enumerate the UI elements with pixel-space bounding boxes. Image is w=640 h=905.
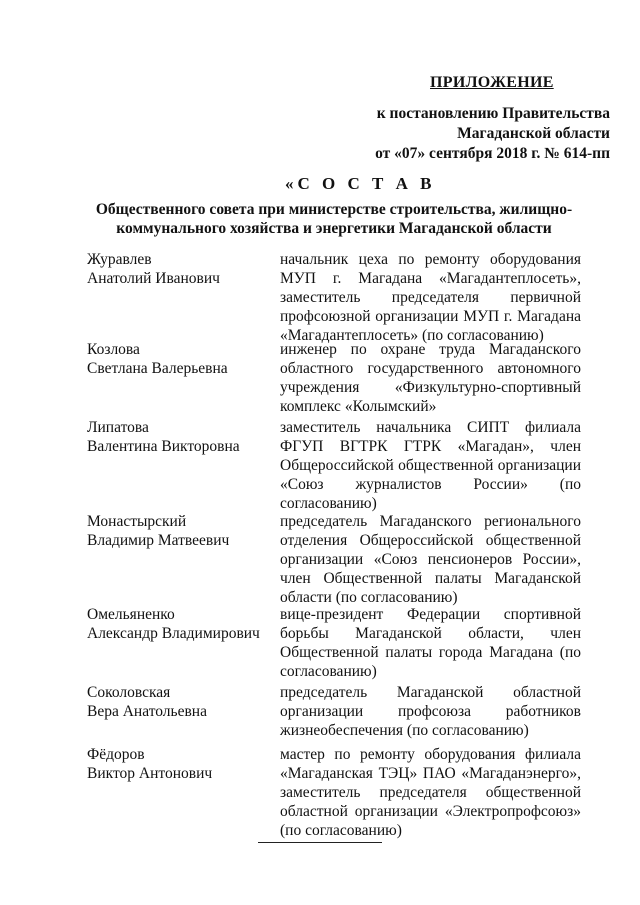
member-role: инженер по охране труда Магаданского областного государственного автономного учреждения «Физкультурно-спортивный комплекс «Колымский» bbox=[280, 341, 581, 415]
decree-line-1: к постановлению Правительства bbox=[376, 105, 610, 122]
decree-reference bbox=[310, 104, 610, 164]
member-surname: Фёдоров bbox=[87, 746, 145, 763]
member-role: председатель Магаданского регионального отделения Общероссийской общественной организации «Союз пенсионеров России», член Общественной палаты Магаданской области (по согласованию) bbox=[280, 513, 581, 606]
council-heading-line-1: Общественного совета при министерстве строительства, жилищно- bbox=[95, 201, 573, 218]
member-role: мастер по ремонту оборудования филиала «Магаданская ТЭЦ» ПАО «Магаданэнерго», заместитель председателя общественной областной организации «Электропрофсоюз» (по согласованию) bbox=[280, 746, 581, 839]
member-surname: Омельяненко bbox=[87, 606, 175, 623]
member-given-names: Виктор Антонович bbox=[87, 765, 213, 782]
member-given-names: Валентина Викторовна bbox=[87, 438, 240, 455]
member-given-names: Александр Владимирович bbox=[87, 625, 260, 642]
member-surname: Липатова bbox=[87, 419, 149, 436]
member-given-names: Анатолий Иванович bbox=[87, 270, 220, 287]
member-name bbox=[87, 605, 267, 643]
member-name bbox=[87, 340, 267, 378]
decree-line-3: от «07» сентября 2018 г. № 614-пп bbox=[375, 145, 610, 162]
member-name bbox=[87, 745, 267, 783]
member-role: начальник цеха по ремонту оборудования МУП г. Магадана «Магадантеплосеть», заместитель председателя первичной профсоюзной организации МУП г. Магадана «Магадантеплосеть» (по согласованию) bbox=[280, 251, 581, 344]
composition-title: «С О С Т А В bbox=[285, 174, 436, 193]
member-name bbox=[87, 250, 267, 288]
member-surname: Монастырский bbox=[87, 513, 187, 530]
member-name bbox=[87, 512, 267, 550]
member-given-names: Светлана Валерьевна bbox=[87, 360, 228, 377]
member-role: заместитель начальника СИПТ филиала ФГУП ВГТРК ГТРК «Магадан», член Общероссийской общественной организации «Союз журналистов России» (по согласованию) bbox=[280, 419, 581, 512]
member-surname: Козлова bbox=[87, 341, 140, 358]
member-given-names: Владимир Матвеевич bbox=[87, 532, 230, 549]
member-role: председатель Магаданской областной организации профсоюза работников жизнеобеспечения (по согласованию) bbox=[280, 684, 581, 739]
member-surname: Журавлев bbox=[87, 251, 152, 268]
member-name bbox=[87, 418, 267, 456]
member-name bbox=[87, 683, 267, 721]
member-given-names: Вера Анатольевна bbox=[87, 703, 207, 720]
decree-line-2: Магаданской области bbox=[457, 125, 610, 142]
appendix-title: ПРИЛОЖЕНИЕ bbox=[430, 74, 554, 91]
council-heading-line-2: коммунального хозяйства и энергетики Магаданской области bbox=[116, 220, 552, 237]
member-role: вице-президент Федерации спортивной борьбы Магаданской области, член Общественной палаты города Магадана (по согласованию) bbox=[280, 606, 581, 680]
end-divider-line bbox=[258, 842, 382, 843]
member-surname: Соколовская bbox=[87, 684, 171, 701]
council-heading bbox=[64, 200, 604, 238]
